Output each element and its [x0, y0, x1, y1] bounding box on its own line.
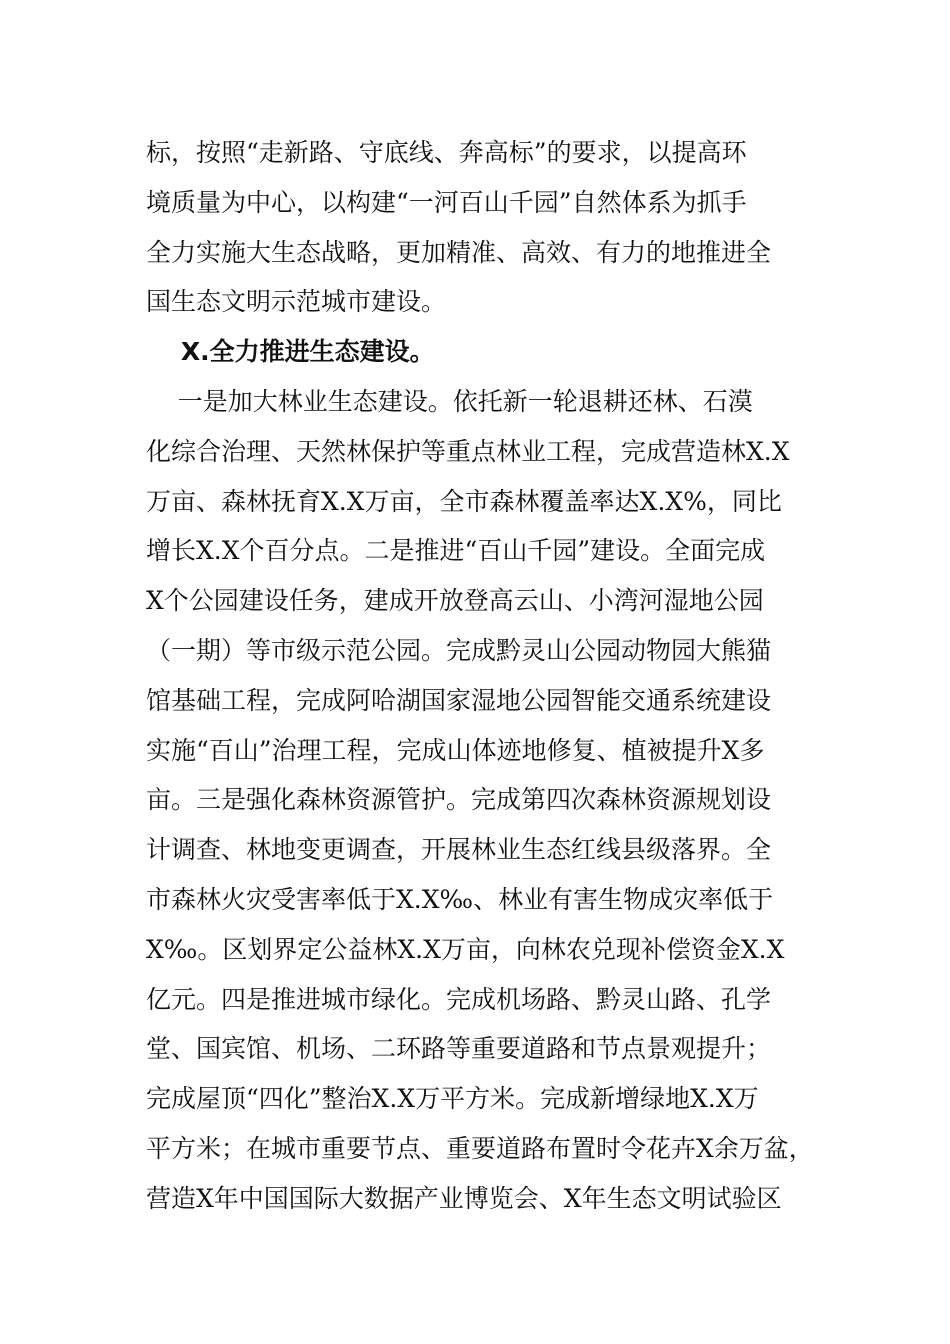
text-line: 实施“百山”治理工程，完成山体迹地修复、植被提升X多 [146, 735, 765, 765]
body-text [146, 128, 818, 1224]
text-line: X个公园建设任务，建成开放登高云山、小湾河湿地公园 [146, 586, 764, 616]
section-heading: X.全力推进生态建设。 [146, 337, 435, 367]
text-line: 标，按照“走新路、守底线、奔高标”的要求，以提高环 [146, 138, 747, 167]
text-line: 亩。三是强化森林资源管护。完成第四次森林资源规划设 [146, 785, 772, 815]
text-line: 国生态文明示范城市建设。 [146, 287, 447, 317]
text-line: 馆基础工程，完成阿哈湖国家湿地公园智能交通系统建设 [146, 685, 772, 715]
text-line: （一期）等市级示范公园。完成黔灵山公园动物园大熊猫 [146, 635, 772, 665]
text-line: 堂、国宾馆、机场、二环路等重要道路和节点景观提升； [146, 1034, 772, 1064]
text-line: 增长X.X个百分点。二是推进“百山千园”建设。全面完成 [146, 536, 766, 566]
text-line: 化综合治理、天然林保护等重点林业工程，完成营造林X.X [146, 436, 790, 466]
text-line: X‰。区划界定公益林X.X万亩，向林农兑现补偿资金X.X [146, 934, 785, 964]
text-line: 万亩、森林抚育X.X万亩，全市森林覆盖率达X.X%，同比 [146, 486, 782, 516]
text-line: 完成屋顶“四化”整治X.X万平方米。完成新增绿地X.X万 [146, 1084, 759, 1114]
text-line: 计调查、林地变更调查，开展林业生态红线县级落界。全 [146, 835, 772, 865]
text-line: 一是加大林业生态建设。依托新一轮退耕还林、石漠 [146, 386, 753, 416]
text-line: 市森林火灾受害率低于X.X‰、林业有害生物成灾率低于 [146, 884, 774, 914]
text-line: 境质量为中心，以构建“一河百山千园”自然体系为抓手 [146, 187, 747, 217]
text-line: 平方米；在城市重要节点、重要道路布置时令花卉X余万盆， [146, 1133, 814, 1163]
text-line: 亿元。四是推进城市绿化。完成机场路、黔灵山路、孔学 [146, 984, 772, 1014]
text-line: 营造X年中国国际大数据产业博览会、X年生态文明试验区 [146, 1183, 782, 1213]
text-line: 全力实施大生态战略，更加精准、高效、有力的地推进全 [146, 237, 772, 267]
